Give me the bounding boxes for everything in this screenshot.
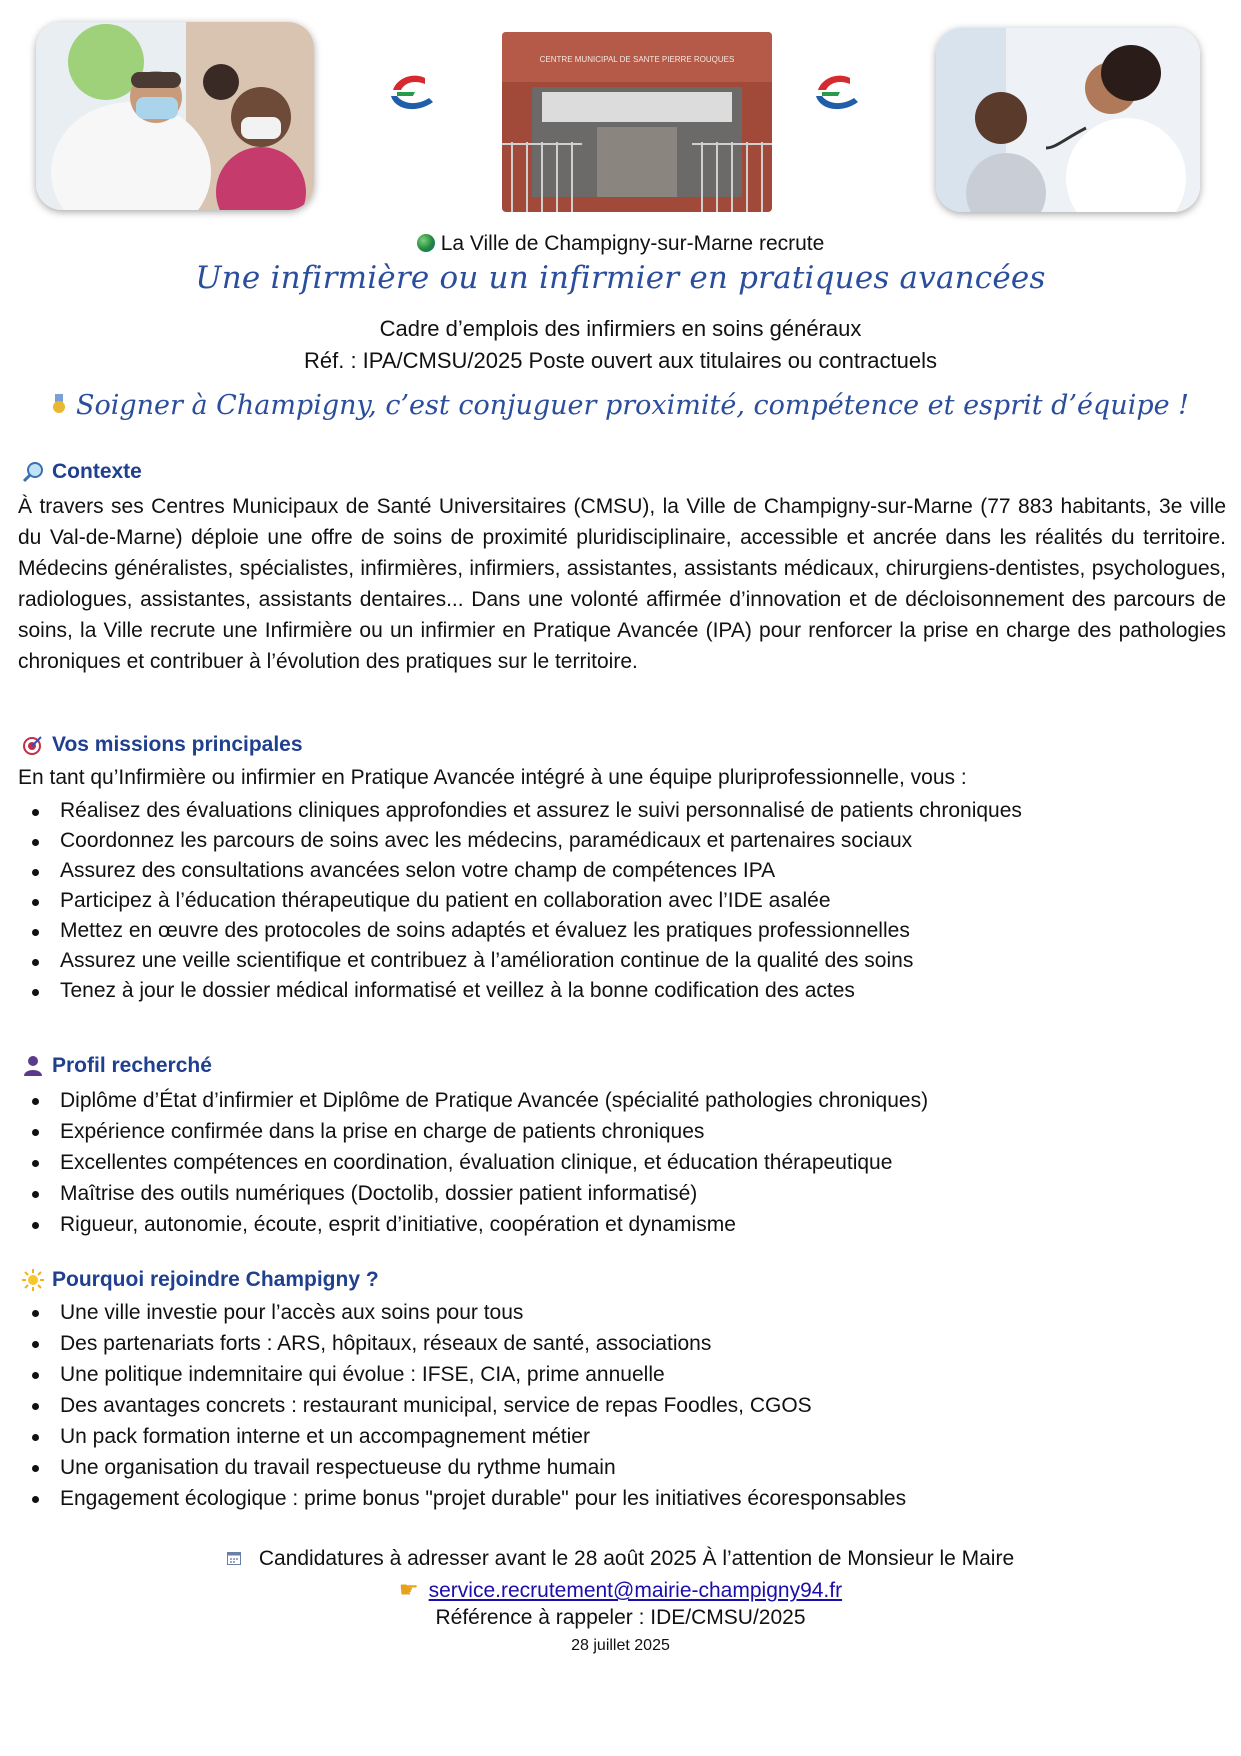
section-title-pourquoi [22, 1268, 379, 1292]
document-date: 28 juillet 2025 [571, 1637, 670, 1654]
reference-recall: Référence à rappeler : IDE/CMSU/2025 [435, 1606, 806, 1629]
contexte-title-text: Contexte [52, 460, 142, 483]
list-item: Assurez des consultations avancées selon votre champ de compétences IPA [30, 856, 1210, 886]
globe-icon [417, 234, 435, 252]
profil-list [30, 1085, 1210, 1240]
champigny-logo [810, 70, 866, 118]
list-item: Expérience confirmée dans la prise en charge de patients chroniques [30, 1116, 1210, 1147]
list-item: Excellentes compétences en coordination, évaluation clinique, et éducation thérapeutique [30, 1147, 1210, 1178]
magnifier-icon [22, 461, 44, 483]
cadre-line: Cadre d’emplois des infirmiers en soins généraux [379, 316, 862, 341]
list-item: Tenez à jour le dossier médical informatisé et veillez à la bonne codification des actes [30, 976, 1210, 1006]
person-icon [22, 1055, 44, 1077]
missions-title-text: Vos missions principales [52, 733, 303, 756]
list-item: Un pack formation interne et un accompagnement métier [30, 1421, 1210, 1452]
champigny-logo [385, 70, 441, 118]
missions-list [30, 796, 1210, 1006]
email-line [0, 1577, 1241, 1603]
list-item: Diplôme d’État d’infirmier et Diplôme de Pratique Avancée (spécialité pathologies chroniques) [30, 1085, 1210, 1116]
intro-line [0, 232, 1241, 256]
reference-line: Réf. : IPA/CMSU/2025 Poste ouvert aux titulaires ou contractuels [303, 348, 937, 373]
apply-text: Candidatures à adresser avant le 28 août 2025 À l’attention de Monsieur le Maire [258, 1547, 1015, 1570]
contexte-text: À travers ses Centres Municipaux de Santé Universitaires (CMSU), la Ville de Champigny-sur-Marne (77 883 habitants, 3e ville du Val-de-Marne) déploie une offre de soins de proximité pluridisciplinaire, accessible et ancrée dans les réalités du territoire. Médecins généralistes, spécialistes, infirmières, infirmiers, assistantes, assistants médicaux, chirurgiens-dentistes, psychologues, radiologues, assistantes, assistants dentaires... Dans une volonté affirmée d’innovation et de décloisonnement des parcours de soins, la Ville recrute une Infirmière ou un infirmier en Pratique Avancée (IPA) pour renforcer la prise en charge des pathologies chroniques et contribuer à l’évolution des pratiques sur le territoire. [18, 495, 1226, 673]
list-item: Maîtrise des outils numériques (Doctolib, dossier patient informatisé) [30, 1178, 1210, 1209]
list-item: Des partenariats forts : ARS, hôpitaux, réseaux de santé, associations [30, 1328, 1210, 1359]
sun-icon [22, 1269, 44, 1291]
target-icon [22, 734, 44, 756]
list-item: Engagement écologique : prime bonus "projet durable" pour les initiatives écoresponsables [30, 1483, 1210, 1514]
pointing-hand-icon: ☛ [398, 1577, 419, 1602]
photo-vaccination [36, 22, 314, 210]
job-title: Une infirmière ou un infirmier en pratiques avancées [195, 260, 1046, 296]
profil-title-text: Profil recherché [52, 1054, 212, 1077]
list-item: Mettez en œuvre des protocoles de soins adaptés et évaluez les pratiques professionnelles [30, 916, 1210, 946]
building-sign-text: CENTRE MUNICIPAL DE SANTE PIERRE ROUQUES [539, 55, 735, 64]
missions-intro: En tant qu’Infirmière ou infirmier en Pratique Avancée intégré à une équipe pluriprofessionnelle, vous : [18, 766, 967, 789]
slogan [0, 390, 1241, 421]
pourquoi-list [30, 1297, 1210, 1514]
list-item: Rigueur, autonomie, écoute, esprit d’initiative, coopération et dynamisme [30, 1209, 1210, 1240]
list-item: Assurez une veille scientifique et contribuez à l’amélioration continue de la qualité des soins [30, 946, 1210, 976]
list-item: Participez à l’éducation thérapeutique du patient en collaboration avec l’IDE asalée [30, 886, 1210, 916]
section-title-contexte [22, 460, 142, 484]
pourquoi-title-text: Pourquoi rejoindre Champigny ? [52, 1268, 379, 1291]
medal-icon [52, 394, 66, 414]
list-item: Une politique indemnitaire qui évolue : IFSE, CIA, prime annuelle [30, 1359, 1210, 1390]
apply-line [0, 1547, 1241, 1571]
section-title-profil [22, 1054, 212, 1078]
list-item: Réalisez des évaluations cliniques approfondies et assurez le suivi personnalisé de patients chroniques [30, 796, 1210, 826]
list-item: Une organisation du travail respectueuse du rythme humain [30, 1452, 1210, 1483]
section-title-missions [22, 733, 303, 757]
list-item: Une ville investie pour l’accès aux soins pour tous [30, 1297, 1210, 1328]
list-item: Des avantages concrets : restaurant municipal, service de repas Foodles, CGOS [30, 1390, 1210, 1421]
photo-nurse-child [936, 28, 1200, 212]
calendar-icon [227, 1551, 241, 1565]
email-link[interactable]: service.recrutement@mairie-champigny94.fr [428, 1579, 843, 1602]
photo-health-center [502, 32, 772, 212]
slogan-text: Soigner à Champigny, c’est conjuguer proximité, compétence et esprit d’équipe ! [75, 390, 1190, 421]
list-item: Coordonnez les parcours de soins avec les médecins, paramédicaux et partenaires sociaux [30, 826, 1210, 856]
intro-text: La Ville de Champigny-sur-Marne recrute [440, 232, 825, 255]
